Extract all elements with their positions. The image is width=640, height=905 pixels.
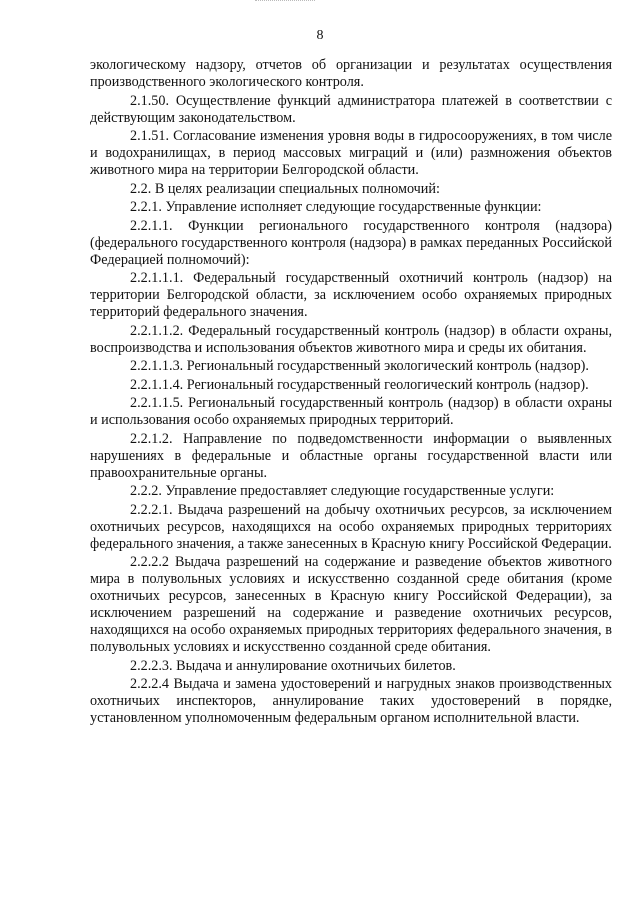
paragraph: 2.1.50. Осуществление функций администратора платежей в соответствии с действующим законодательством. bbox=[90, 92, 612, 126]
paragraph: 2.2.2.2 Выдача разрешений на содержание и разведение объектов животного мира в полувольных условиях и искусственно созданной среде обитания (кроме охотничьих ресурсов, занесенных в Красную книгу Российской Федерации), за исключением разрешений на содержание и разведение охотничьих ресурсов, находящихся на особо охраняемых природных территориях федерального значения, в полувольных условиях и искусственно созданной среде обитания. bbox=[90, 554, 612, 655]
paragraph: 2.2.1. Управление исполняет следующие государственные функции: bbox=[130, 199, 542, 215]
paragraph: 2.1.51. Согласование изменения уровня воды в гидросооружениях, в том числе и водохранилищах, в период массовых миграций и (или) размножения объектов животного мира на территории Белгородской области. bbox=[90, 128, 612, 178]
paragraph: 2.2.1.1. Функции регионального государственного контроля (надзора) (федерального государственного контроля (надзора) в рамках переданных Российской Федерацией полномочий): bbox=[90, 217, 612, 268]
paragraph: 2.2.2.4 Выдача и замена удостоверений и нагрудных знаков производственных охотничьих инспекторов, аннулирование таких удостоверений в порядке, установленном уполномоченным федеральным органом исполнительной власти. bbox=[90, 676, 612, 726]
paragraph: 2.2.1.1.1. Федеральный государственный охотничий контроль (надзор) на территории Белгородской области, за исключением особо охраняемых природных территорий федерального значения. bbox=[90, 270, 612, 320]
paragraph: 2.2.2.3. Выдача и аннулирование охотничьих билетов. bbox=[130, 657, 456, 674]
paragraph: 2.2.1.1.2. Федеральный государственный контроль (надзор) в области охраны, воспроизводства и использования объектов животного мира и среды их обитания. bbox=[90, 322, 612, 356]
paragraph: 2.2.1.1.3. Региональный государственный экологический контроль (надзор). bbox=[130, 358, 589, 374]
paragraph: экологическому надзору, отчетов об организации и результатах осуществления производственного экологического контроля. bbox=[90, 57, 612, 90]
paragraph: 2.2.1.2. Направление по подведомственности информации о выявленных нарушениях в федеральные и областные органы государственной власти или правоохранительные органы. bbox=[90, 430, 612, 481]
paragraph: 2.2.1.1.5. Региональный государственный контроль (надзор) в области охраны и использования особо охраняемых природных территорий. bbox=[90, 395, 612, 428]
scan-edge-mark bbox=[255, 0, 315, 4]
page-number: 8 bbox=[316, 28, 324, 43]
document-body bbox=[90, 57, 612, 729]
paragraph: 2.2.1.1.4. Региональный государственный геологический контроль (надзор). bbox=[130, 376, 589, 393]
paragraph: 2.2. В целях реализации специальных полномочий: bbox=[130, 180, 440, 197]
paragraph: 2.2.2. Управление предоставляет следующие государственные услуги: bbox=[130, 483, 555, 499]
paragraph: 2.2.2.1. Выдача разрешений на добычу охотничьих ресурсов, за исключением охотничьих ресурсов, находящихся на особо охраняемых природных территориях федерального значения, а также занесенных в Красную книгу Российской Федерации. bbox=[90, 501, 612, 552]
